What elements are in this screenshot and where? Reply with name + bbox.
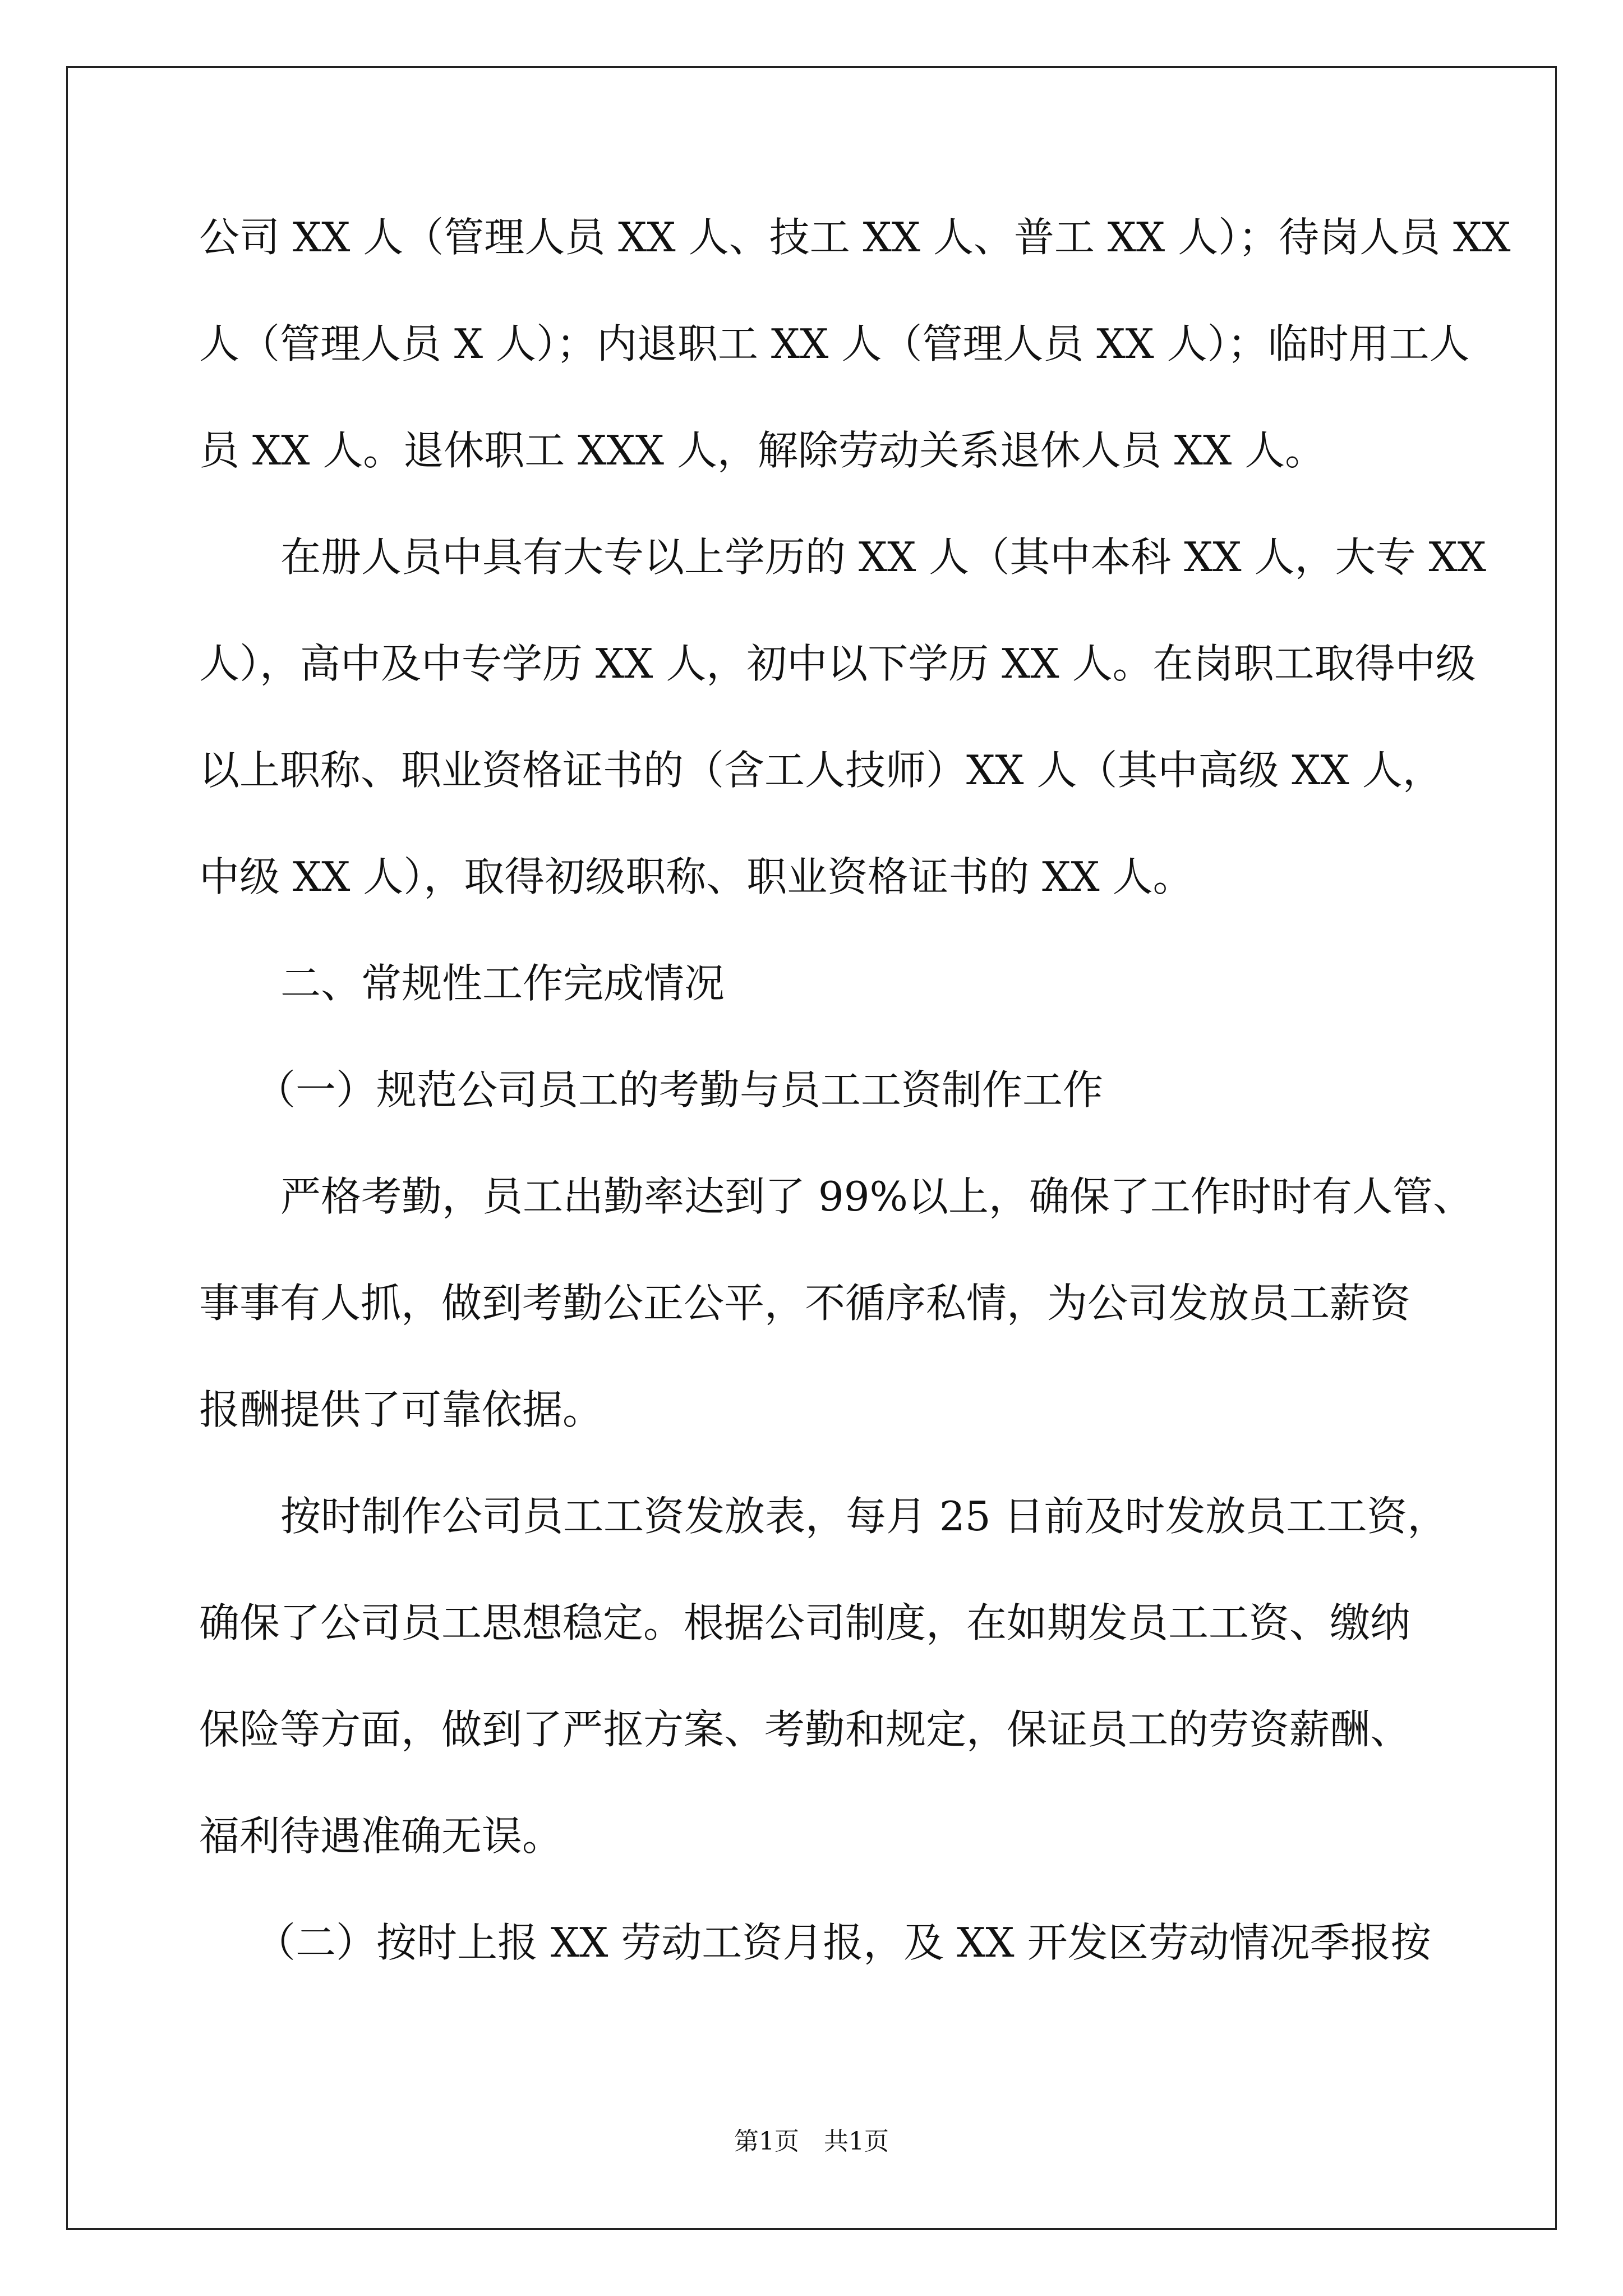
- text-line: 保险等方面，做到了严抠方案、考勤和规定，保证员工的劳资薪酬、: [199, 1706, 1411, 1753]
- subsection-heading: （二）按时上报 XX 劳动工资月报，及 XX 开发区劳动情况季报按: [255, 1919, 1431, 1966]
- text-line: 报酬提供了可靠依据。: [199, 1386, 603, 1433]
- text-line: 以上职称、职业资格证书的（含工人技师）XX 人（其中高级 XX 人，: [199, 747, 1443, 794]
- text-line: 事事有人抓，做到考勤公正公平，不循序私情，为公司发放员工薪资: [199, 1280, 1411, 1327]
- text-line: 公司 XX 人（管理人员 XX 人、技工 XX 人、普工 XX 人）；待岗人员 XX: [199, 214, 1511, 261]
- text-line: 中级 XX 人），取得初级职称、职业资格证书的 XX 人。: [199, 853, 1193, 900]
- text-line: 严格考勤，员工出勤率达到了 99%以上，确保了工作时时有人管、: [280, 1173, 1473, 1220]
- text-line: 福利待遇准确无误。: [199, 1812, 563, 1860]
- section-heading: 二、常规性工作完成情况: [280, 960, 725, 1007]
- text-line: 员 XX 人。退休职工 XXX 人，解除劳动关系退休人员 XX 人。: [199, 427, 1326, 474]
- page-footer: 第1页 共1页: [734, 2127, 889, 2156]
- text-line: 人），高中及中专学历 XX 人，初中以下学历 XX 人。在岗职工取得中级: [199, 640, 1476, 687]
- text-line: 按时制作公司员工工资发放表，每月 25 日前及时发放员工工资，: [280, 1493, 1448, 1540]
- text-line: 在册人员中具有大专以上学历的 XX 人（其中本科 XX 人，大专 XX: [280, 533, 1486, 581]
- text-line: 确保了公司员工思想稳定。根据公司制度，在如期发员工工资、缴纳: [199, 1599, 1411, 1646]
- subsection-heading: （一）规范公司员工的考勤与员工工资制作工作: [255, 1066, 1104, 1114]
- text-line: 人（管理人员 X 人）；内退职工 XX 人（管理人员 XX 人）；临时用工人: [199, 320, 1470, 367]
- page-border: [66, 66, 1557, 2230]
